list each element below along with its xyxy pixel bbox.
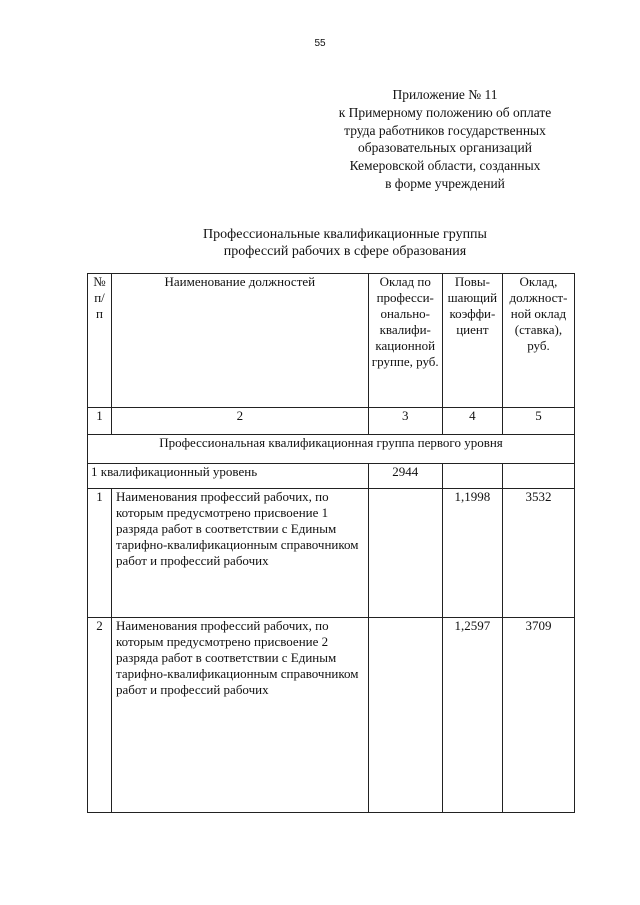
- appendix-line: образовательных организаций: [358, 140, 532, 156]
- empty-cell: [368, 618, 442, 813]
- column-number: 1: [88, 408, 112, 435]
- row-num: 2: [88, 618, 112, 813]
- page-number: 55: [314, 38, 326, 49]
- row-name: Наименования профессий рабочих, по которым предусмотрено присвоение 2 разряда работ в соответствии с Единым тарифно-квалификационным справочником работ и профессий рабочих: [112, 618, 369, 813]
- level-row: [88, 464, 575, 489]
- level-salary: 2944: [368, 464, 442, 489]
- row-coefficient: 1,2597: [442, 618, 502, 813]
- title-line: Профессиональные квалификационные группы: [203, 227, 487, 242]
- header-total: Оклад, должност-ной оклад (ставка), руб.: [502, 274, 574, 408]
- row-coefficient: 1,1998: [442, 489, 502, 618]
- column-number: 2: [112, 408, 369, 435]
- empty-cell: [502, 464, 574, 489]
- level-label: 1 квалификационный уровень: [88, 464, 369, 489]
- empty-cell: [368, 489, 442, 618]
- row-name: Наименования профессий рабочих, по которым предусмотрено присвоение 1 разряда работ в соответствии с Единым тарифно-квалификационным справочником работ и профессий рабочих: [112, 489, 369, 618]
- appendix-line: в форме учреждений: [385, 175, 505, 191]
- column-number: 4: [442, 408, 502, 435]
- document-title: [0, 226, 640, 260]
- table-row: [88, 618, 575, 813]
- row-total: 3532: [502, 489, 574, 618]
- column-number-row: [88, 408, 575, 435]
- appendix-line: к Примерному положению об оплате: [338, 104, 552, 120]
- appendix-line: Приложение № 11: [392, 87, 498, 102]
- qualification-table: [87, 273, 575, 813]
- appendix-line: труда работников государственных: [344, 122, 546, 138]
- appendix-line: Кемеровской области, созданных: [349, 158, 541, 174]
- header-num: № п/п: [88, 274, 112, 408]
- header-coefficient: Повы-шающий коэффи-циент: [442, 274, 502, 408]
- header-salary: Оклад по професси-онально-квалифи-кационной группе, руб.: [368, 274, 442, 408]
- group-row: [88, 435, 575, 464]
- row-num: 1: [88, 489, 112, 618]
- row-total: 3709: [502, 618, 574, 813]
- appendix-header: [300, 86, 590, 193]
- title-line: профессий рабочих в сфере образования: [223, 244, 467, 259]
- header-name: Наименование должностей: [112, 274, 369, 408]
- table-header-row: [88, 274, 575, 408]
- group-title: Профессиональная квалификационная группа первого уровня: [88, 435, 575, 464]
- column-number: 5: [502, 408, 574, 435]
- column-number: 3: [368, 408, 442, 435]
- table-row: [88, 489, 575, 618]
- empty-cell: [442, 464, 502, 489]
